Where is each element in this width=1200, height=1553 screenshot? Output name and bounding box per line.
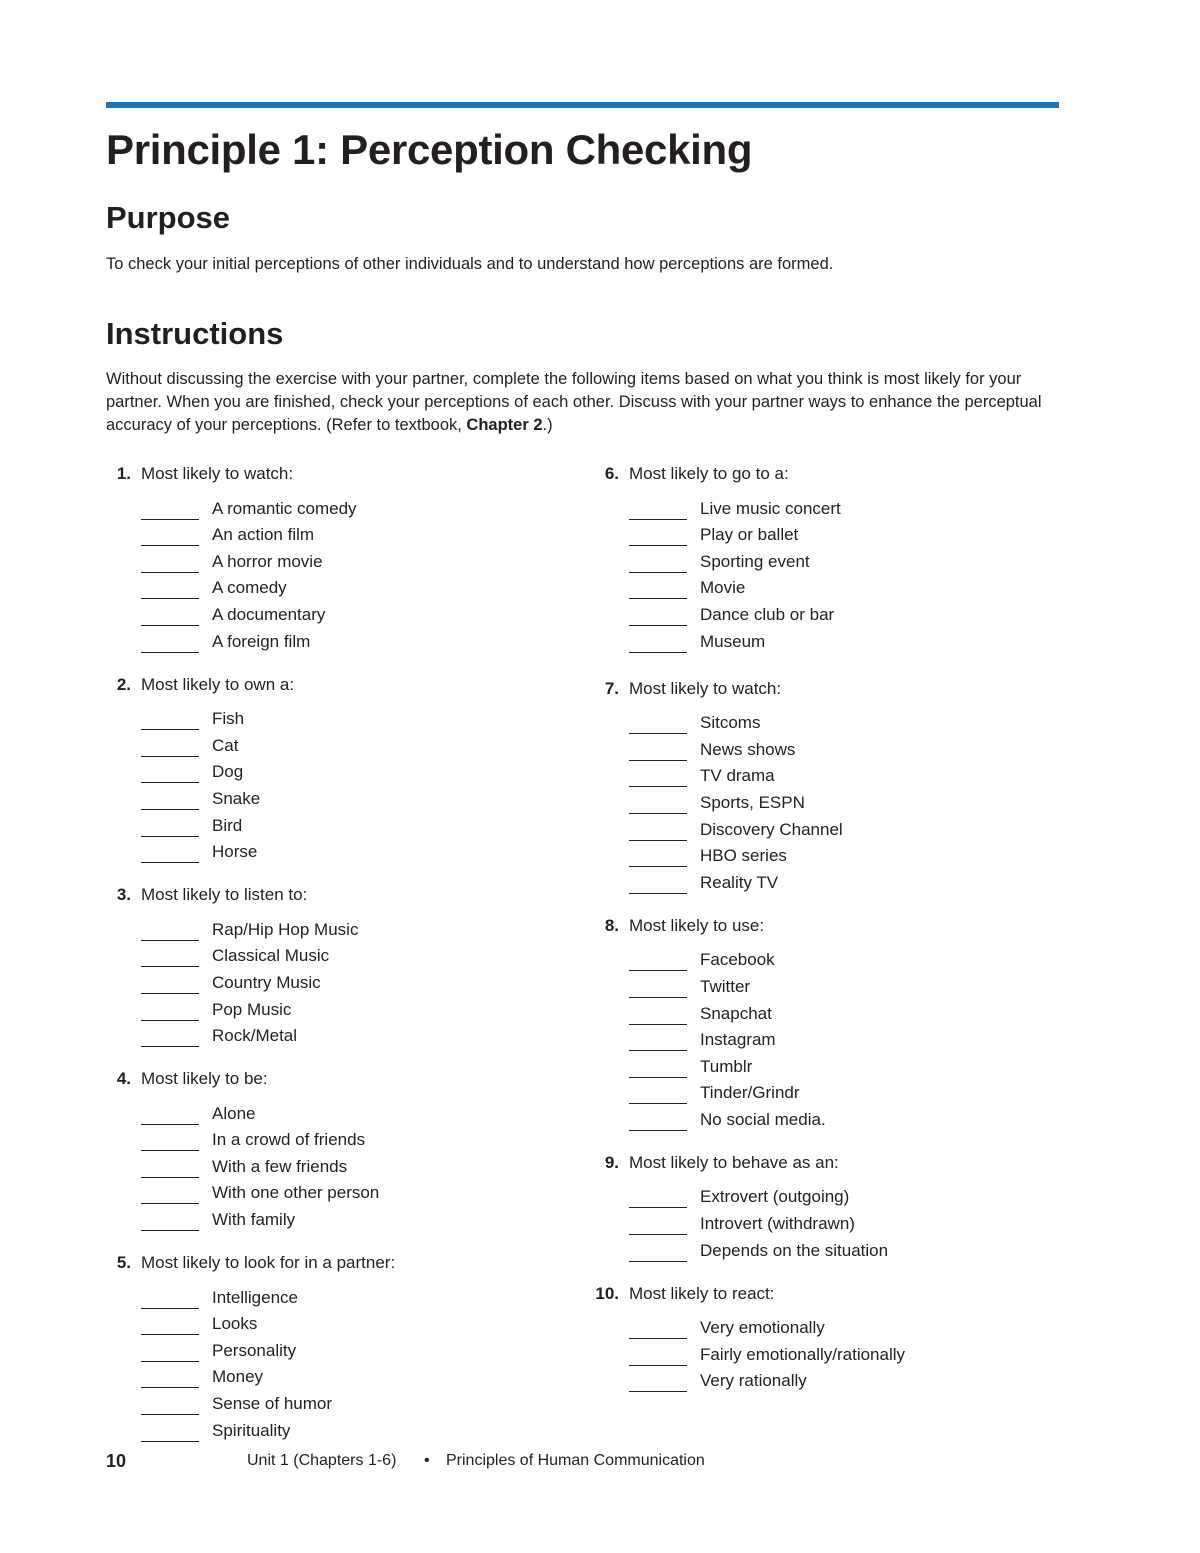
option-row xyxy=(594,998,1024,1025)
answer-blank[interactable] xyxy=(141,1109,199,1125)
option-label: Rock/Metal xyxy=(212,1026,298,1046)
answer-blank[interactable] xyxy=(141,1215,199,1231)
option-label: Cat xyxy=(212,735,239,755)
option-row xyxy=(594,841,1024,868)
answer-blank[interactable] xyxy=(629,504,687,520)
option-label: Snake xyxy=(212,788,261,808)
option-row xyxy=(594,1078,1024,1105)
answer-blank[interactable] xyxy=(141,1188,199,1204)
option-row xyxy=(594,867,1024,894)
option-label: Money xyxy=(212,1367,264,1387)
option-label: With a few friends xyxy=(212,1156,348,1176)
option-label: Spirituality xyxy=(212,1420,291,1440)
answer-blank[interactable] xyxy=(141,1031,199,1047)
answer-blank[interactable] xyxy=(141,610,199,626)
answer-blank[interactable] xyxy=(141,1005,199,1021)
answer-blank[interactable] xyxy=(629,610,687,626)
question-header xyxy=(594,1282,1024,1306)
option-row xyxy=(106,1309,536,1336)
option-row xyxy=(594,493,1024,520)
option-row xyxy=(106,810,536,837)
purpose-heading: Purpose xyxy=(106,200,231,235)
question-number: 7. xyxy=(604,678,619,698)
answer-blank[interactable] xyxy=(629,1219,687,1235)
option-row xyxy=(106,1335,536,1362)
question-header xyxy=(106,1067,536,1091)
answer-blank[interactable] xyxy=(141,821,199,837)
option-label: Alone xyxy=(212,1103,256,1123)
answer-blank[interactable] xyxy=(629,530,687,546)
question-text: Most likely to use: xyxy=(629,915,765,935)
question-header xyxy=(594,914,1024,938)
answer-blank[interactable] xyxy=(141,978,199,994)
answer-blank[interactable] xyxy=(629,1350,687,1366)
option-label: Live music concert xyxy=(700,498,841,518)
option-row xyxy=(106,546,536,573)
question-text: Most likely to watch: xyxy=(629,678,782,698)
question-header xyxy=(106,883,536,907)
option-row xyxy=(106,1125,536,1152)
option-label: Horse xyxy=(212,842,258,862)
option-row xyxy=(594,599,1024,626)
question-number: 2. xyxy=(116,674,131,694)
instructions-text xyxy=(106,368,1051,437)
option-label: HBO series xyxy=(700,846,787,866)
option-label: Sitcoms xyxy=(700,713,761,733)
option-label: With family xyxy=(212,1210,296,1230)
answer-blank[interactable] xyxy=(141,1319,199,1335)
option-label: A comedy xyxy=(212,578,287,598)
answer-blank[interactable] xyxy=(141,714,199,730)
option-label: Play or ballet xyxy=(700,525,799,545)
option-row xyxy=(594,1025,1024,1052)
option-row xyxy=(594,573,1024,600)
answer-blank[interactable] xyxy=(629,1246,687,1262)
answer-blank[interactable] xyxy=(629,825,687,841)
option-label: Fish xyxy=(212,709,245,729)
answer-blank[interactable] xyxy=(629,1323,687,1339)
option-row xyxy=(594,1339,1024,1366)
option-label: An action film xyxy=(212,525,315,545)
question-header xyxy=(106,673,536,697)
option-label: A romantic comedy xyxy=(212,498,357,518)
answer-blank[interactable] xyxy=(629,1115,687,1131)
answer-blank[interactable] xyxy=(141,504,199,520)
option-row xyxy=(594,787,1024,814)
option-label: Extrovert (outgoing) xyxy=(700,1187,850,1207)
answer-blank[interactable] xyxy=(629,1088,687,1104)
question-block xyxy=(106,883,536,1047)
answer-blank[interactable] xyxy=(629,771,687,787)
option-row xyxy=(106,1282,536,1309)
option-label: Sense of humor xyxy=(212,1394,333,1414)
answer-blank[interactable] xyxy=(629,1009,687,1025)
option-label: Twitter xyxy=(700,976,751,996)
option-row xyxy=(106,837,536,864)
option-label: A foreign film xyxy=(212,631,311,651)
page-title: Principle 1: Perception Checking xyxy=(106,126,753,173)
option-row xyxy=(594,945,1024,972)
answer-blank[interactable] xyxy=(629,745,687,761)
option-row xyxy=(106,493,536,520)
option-label: Movie xyxy=(700,578,746,598)
question-header xyxy=(594,462,1024,486)
answer-blank[interactable] xyxy=(141,530,199,546)
question-number: 4. xyxy=(116,1069,131,1089)
option-row xyxy=(594,971,1024,998)
footer-unit: Unit 1 (Chapters 1-6) xyxy=(247,1452,397,1469)
question-number: 5. xyxy=(116,1253,131,1273)
option-row xyxy=(106,626,536,653)
answer-blank[interactable] xyxy=(141,1293,199,1309)
answer-blank[interactable] xyxy=(629,1062,687,1078)
option-label: Facebook xyxy=(700,950,775,970)
option-row xyxy=(594,1235,1024,1262)
option-row xyxy=(594,1051,1024,1078)
option-row xyxy=(594,546,1024,573)
page-number: 10 xyxy=(106,1451,127,1471)
option-row xyxy=(106,1415,536,1442)
question-text: Most likely to react: xyxy=(629,1283,775,1303)
option-label: A horror movie xyxy=(212,551,323,571)
header-rule xyxy=(106,102,1059,108)
answer-blank[interactable] xyxy=(141,1426,199,1442)
option-label: A documentary xyxy=(212,604,326,624)
answer-blank[interactable] xyxy=(141,1346,199,1362)
question-header xyxy=(106,1251,536,1275)
option-label: With one other person xyxy=(212,1183,380,1203)
option-label: Introvert (withdrawn) xyxy=(700,1214,855,1234)
answer-blank[interactable] xyxy=(141,1399,199,1415)
option-label: Pop Music xyxy=(212,999,292,1019)
question-text: Most likely to be: xyxy=(141,1069,268,1089)
option-row xyxy=(106,1178,536,1205)
answer-blank[interactable] xyxy=(629,982,687,998)
answer-blank[interactable] xyxy=(629,1192,687,1208)
option-label: Discovery Channel xyxy=(700,819,843,839)
question-header xyxy=(594,1151,1024,1175)
option-row xyxy=(106,1021,536,1048)
answer-blank[interactable] xyxy=(141,637,199,653)
option-row xyxy=(106,1362,536,1389)
answer-blank[interactable] xyxy=(629,878,687,894)
answer-blank[interactable] xyxy=(141,583,199,599)
question-block xyxy=(106,462,536,653)
answer-blank[interactable] xyxy=(629,583,687,599)
instructions-heading: Instructions xyxy=(106,316,284,351)
answer-blank[interactable] xyxy=(141,951,199,967)
option-row xyxy=(594,1104,1024,1131)
question-block xyxy=(106,1067,536,1231)
option-row xyxy=(106,1204,536,1231)
option-label: TV drama xyxy=(700,766,775,786)
option-label: Fairly emotionally/rationally xyxy=(700,1344,906,1364)
answer-blank[interactable] xyxy=(141,1162,199,1178)
option-label: No social media. xyxy=(700,1109,826,1129)
question-text: Most likely to listen to: xyxy=(141,885,308,905)
answer-blank[interactable] xyxy=(141,847,199,863)
question-block xyxy=(106,1251,536,1442)
option-row xyxy=(106,520,536,547)
option-row xyxy=(106,783,536,810)
answer-blank[interactable] xyxy=(629,955,687,971)
question-number: 10. xyxy=(595,1283,619,1303)
option-row xyxy=(594,761,1024,788)
option-row xyxy=(106,1098,536,1125)
answer-blank[interactable] xyxy=(629,718,687,734)
option-label: Sporting event xyxy=(700,551,810,571)
answer-blank[interactable] xyxy=(629,1376,687,1392)
question-number: 6. xyxy=(604,464,619,483)
option-label: Rap/Hip Hop Music xyxy=(212,919,359,939)
question-number: 3. xyxy=(116,885,131,905)
option-row xyxy=(106,967,536,994)
option-row xyxy=(106,1388,536,1415)
option-label: In a crowd of friends xyxy=(212,1130,366,1150)
option-row xyxy=(106,704,536,731)
option-row xyxy=(594,626,1024,653)
question-block xyxy=(594,1282,1024,1393)
question-number: 1. xyxy=(116,464,131,483)
instructions-text-before: Without discussing the exercise with your partner, complete the following items based on what you think is most likely for your partner. When you are finished, check your perceptions of each other. Discuss with your partner ways to enhance the perceptual accuracy of your perceptions. (Refer to textbook, xyxy=(106,370,1042,434)
option-row xyxy=(594,1208,1024,1235)
option-label: Very emotionally xyxy=(700,1318,825,1338)
footer-book-title: Principles of Human Communication xyxy=(446,1452,705,1469)
option-label: Sports, ESPN xyxy=(700,792,805,812)
answer-blank[interactable] xyxy=(629,798,687,814)
answer-blank[interactable] xyxy=(629,637,687,653)
answer-blank[interactable] xyxy=(141,1372,199,1388)
question-text: Most likely to own a: xyxy=(141,674,295,694)
answer-blank[interactable] xyxy=(141,1135,199,1151)
question-number: 8. xyxy=(604,915,619,935)
option-label: Intelligence xyxy=(212,1287,299,1307)
answer-blank[interactable] xyxy=(141,767,199,783)
answer-blank[interactable] xyxy=(629,557,687,573)
footer-separator: • xyxy=(424,1452,430,1469)
option-label: Classical Music xyxy=(212,946,330,966)
option-row xyxy=(106,573,536,600)
chapter-reference: Chapter 2 xyxy=(466,416,543,434)
option-label: Snapchat xyxy=(700,1003,772,1023)
question-text: Most likely to go to a: xyxy=(629,464,789,483)
instructions-text-after: .) xyxy=(542,416,553,434)
question-block xyxy=(594,914,1024,1131)
option-label: Instagram xyxy=(700,1030,776,1050)
option-label: Bird xyxy=(212,815,243,835)
option-row xyxy=(106,1151,536,1178)
option-row xyxy=(594,1313,1024,1340)
option-row xyxy=(594,814,1024,841)
option-label: Reality TV xyxy=(700,872,779,892)
option-label: Very rationally xyxy=(700,1371,807,1391)
option-row xyxy=(106,914,536,941)
question-text: Most likely to watch: xyxy=(141,464,294,483)
option-label: Depends on the situation xyxy=(700,1240,889,1260)
option-label: Personality xyxy=(212,1340,297,1360)
option-label: News shows xyxy=(700,739,796,759)
option-row xyxy=(106,730,536,757)
questions-right-column xyxy=(594,462,1024,1392)
question-number: 9. xyxy=(604,1152,619,1172)
option-row xyxy=(594,734,1024,761)
answer-blank[interactable] xyxy=(141,794,199,810)
option-row xyxy=(106,994,536,1021)
option-row xyxy=(106,599,536,626)
option-row xyxy=(594,708,1024,735)
question-header xyxy=(594,677,1024,701)
question-text: Most likely to behave as an: xyxy=(629,1152,839,1172)
questions-left-column xyxy=(106,462,536,1442)
option-label: Tinder/Grindr xyxy=(700,1083,800,1103)
option-label: Dance club or bar xyxy=(700,604,835,624)
option-row xyxy=(106,941,536,968)
question-block xyxy=(594,677,1024,894)
option-row xyxy=(594,520,1024,547)
answer-blank[interactable] xyxy=(141,741,199,757)
question-text: Most likely to look for in a partner: xyxy=(141,1253,396,1273)
question-header xyxy=(106,462,536,486)
answer-blank[interactable] xyxy=(141,557,199,573)
option-row xyxy=(106,757,536,784)
question-block xyxy=(594,1151,1024,1262)
option-label: Museum xyxy=(700,631,766,651)
option-label: Looks xyxy=(212,1314,258,1334)
purpose-text: To check your initial perceptions of other individuals and to understand how perceptions are formed. xyxy=(106,255,834,273)
question-block xyxy=(594,462,1024,653)
option-label: Dog xyxy=(212,762,244,782)
option-row xyxy=(594,1366,1024,1393)
option-row xyxy=(594,1182,1024,1209)
question-block xyxy=(106,673,536,864)
option-label: Country Music xyxy=(212,972,321,992)
option-label: Tumblr xyxy=(700,1056,753,1076)
answer-blank[interactable] xyxy=(141,925,199,941)
answer-blank[interactable] xyxy=(629,1035,687,1051)
answer-blank[interactable] xyxy=(629,851,687,867)
